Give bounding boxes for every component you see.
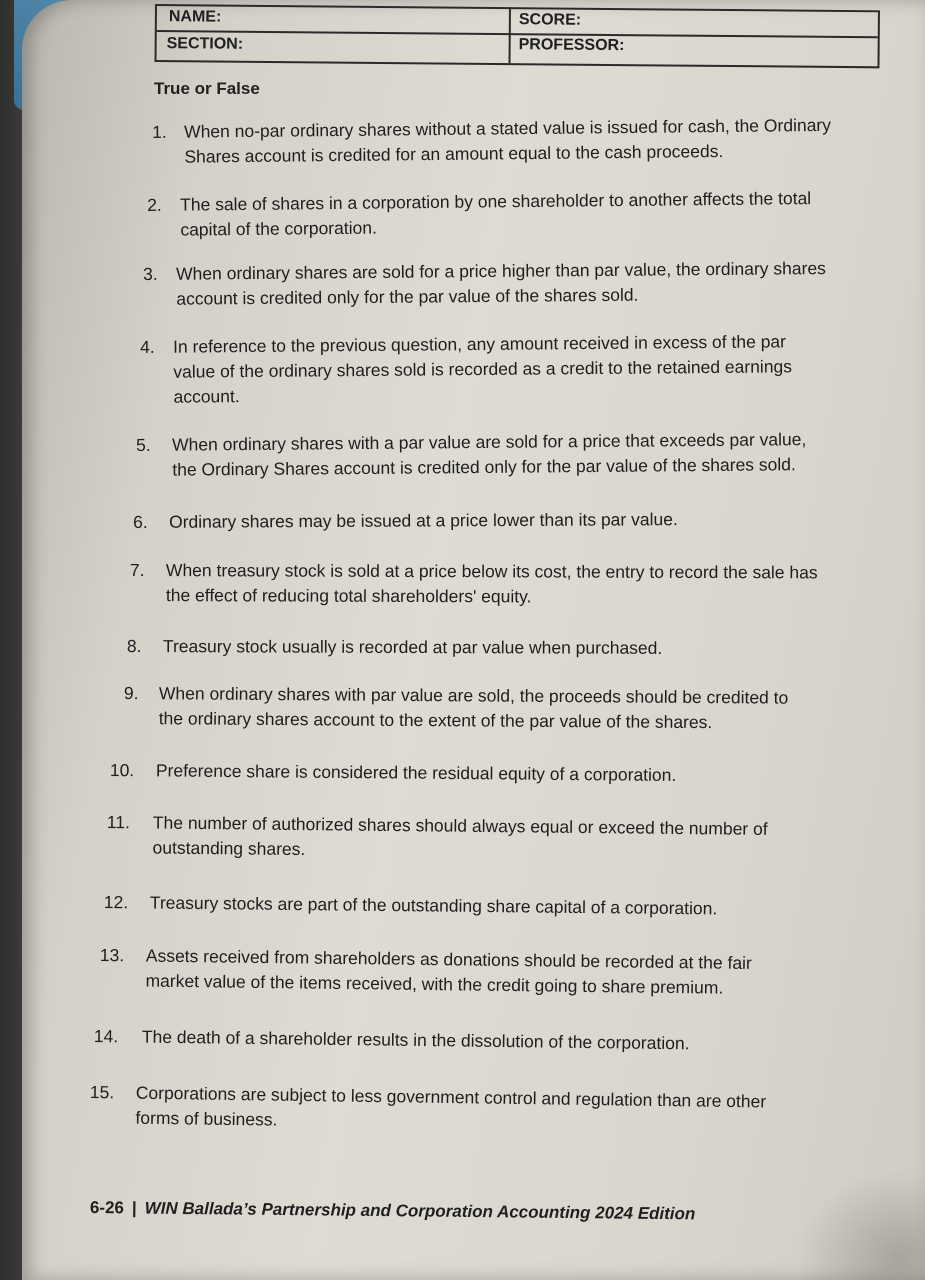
question-text-line: the Ordinary Shares account is credited only for the par value of the shares sold. (172, 454, 796, 480)
question-text-line: When ordinary shares with a par value are sold for a price that exceeds par value, (172, 429, 807, 455)
question-number: 12. (103, 891, 129, 913)
question-text-line: When ordinary shares are sold for a price higher than par value, the ordinary shares (176, 258, 826, 284)
question-text-line: capital of the corporation. (180, 217, 377, 240)
question-number: 10. (109, 759, 135, 781)
page-number: 6-26 (89, 1198, 125, 1218)
student-info-table (154, 4, 879, 68)
question-number: 8. (126, 636, 142, 657)
question-text-line: Ordinary shares may be issued at a price lower than its par value. (169, 509, 678, 532)
footer-separator: | (131, 1198, 137, 1218)
book-title: WIN Ballada’s Partnership and Corporation Accounting 2024 Edition (144, 1198, 696, 1224)
question-text-line: the effect of reducing total shareholders' equity. (165, 585, 532, 607)
question-text-line: Preference share is considered the residual equity of a corporation. (155, 760, 677, 785)
question-number: 11. (106, 811, 131, 833)
question-text-line: Corporations are subject to less government control and regulation than are other (135, 1082, 767, 1112)
question-text-line: In reference to the previous question, any amount received in excess of the par (173, 331, 787, 357)
professor-label: PROFESSOR: (518, 36, 625, 55)
score-label: SCORE: (518, 11, 582, 29)
question-text-line: The sale of shares in a corporation by one shareholder to another affects the total (180, 188, 812, 215)
question-number: 7. (129, 560, 145, 581)
question-number: 9. (123, 682, 139, 704)
question-text-line: value of the ordinary shares sold is recorded as a credit to the retained earnings (173, 356, 793, 382)
section-label: SECTION: (166, 35, 244, 53)
question-text-line: The number of authorized shares should always equal or exceed the number of (152, 812, 768, 839)
name-label: NAME: (168, 8, 222, 26)
question-text-line: When treasury stock is sold at a price below its cost, the entry to record the sale has (165, 560, 818, 583)
question-number: 14. (93, 1025, 119, 1047)
question-number: 15. (89, 1081, 115, 1103)
question-number: 4. (140, 336, 155, 357)
question-number: 13. (99, 944, 125, 966)
question-text-line: Assets received from shareholders as donations should be recorded at the fair (145, 945, 752, 973)
question-text-line: Treasury stock usually is recorded at par value when purchased. (162, 636, 663, 658)
question-text-line: the ordinary shares account to the extent of the par value of the shares. (158, 708, 713, 733)
question-number: 6. (133, 511, 148, 532)
question-text-line: account is credited only for the par value of the shares sold. (176, 284, 639, 309)
question-number: 2. (147, 194, 162, 215)
question-text-line: Shares account is credited for an amount equal to the cash proceeds. (184, 141, 724, 167)
question-text-line: market value of the items received, with the credit going to share premium. (145, 970, 724, 998)
question-text-line: Treasury stocks are part of the outstanding share capital of a corporation. (149, 892, 718, 919)
question-text-line: When ordinary shares with par value are sold, the proceeds should be credited to (158, 683, 789, 708)
question-number: 3. (143, 263, 158, 284)
question-text-line: outstanding shares. (152, 837, 306, 860)
question-text-line: When no-par ordinary shares without a stated value is issued for cash, the Ordinary (184, 114, 832, 142)
section-title: True or False (154, 79, 260, 98)
question-number: 5. (136, 434, 151, 455)
question-text-line: account. (173, 386, 240, 407)
question-text-line: forms of business. (135, 1107, 278, 1130)
question-number: 1. (152, 121, 167, 142)
page-shadow (795, 1170, 925, 1280)
question-text-line: The death of a shareholder results in the dissolution of the corporation. (141, 1026, 690, 1054)
